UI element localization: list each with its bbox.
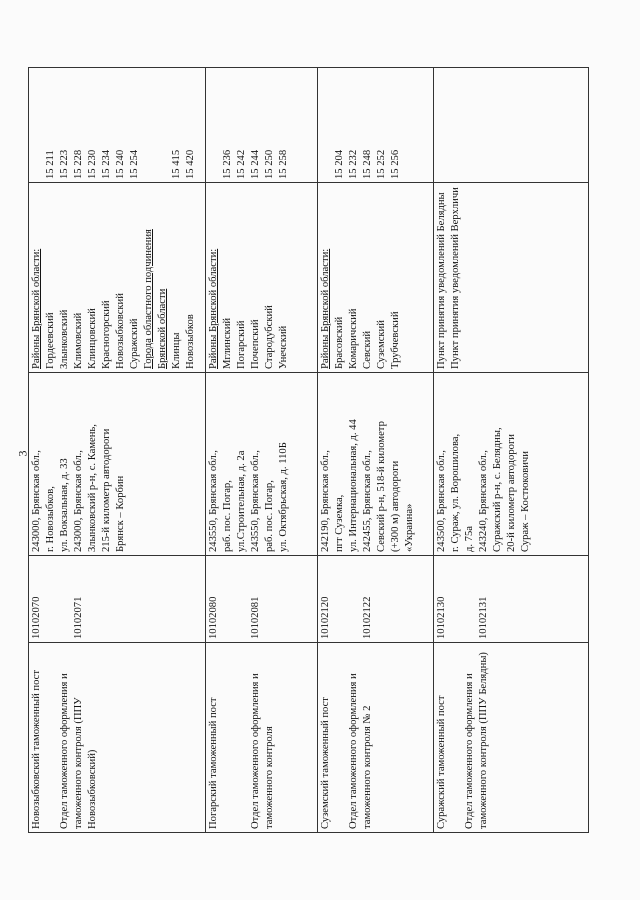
region-item: Гордеевский [44,312,56,369]
okato-code: 15 232 [347,149,359,179]
rotated-table-wrapper [28,68,588,833]
post-name: Суражский таможенный пост [436,695,447,829]
okato-code: 15 234 [100,149,112,179]
address-line: 243550, Брянская обл., [249,450,261,552]
regions-cell [29,183,206,373]
okato-cell [206,68,318,183]
address-line: 243000, Брянская обл., [72,450,84,552]
address-line: ул. Интернациональная, д. 44 [347,419,359,552]
okato-code: 15 415 [170,149,182,179]
address-line: раб. пос. Погар, [263,480,275,552]
post-code: 10102080 [208,596,219,639]
region-item: Унечский [277,325,289,369]
okato-code: 15 250 [263,149,275,179]
okato-code: 15 240 [114,149,126,179]
address-cell [318,373,434,556]
post-cell [206,643,318,833]
address-line: ул.Строительная, д. 2а [235,450,247,552]
region-item: Трубчевский [389,311,401,369]
city-item: Клинцы [170,332,182,369]
okato-code: 15 236 [221,149,233,179]
region-item: Красногорский [100,300,112,369]
post-name: Новозыбковский таможенный пост [31,670,42,829]
region-item: Почепский [249,319,261,369]
region-item: Мглинский [221,317,233,369]
region-item: Суземский [375,320,387,369]
post-code: 10102120 [320,596,331,639]
region-item: Злынковский [58,309,70,369]
address-cell [434,373,589,556]
code-cell [318,556,434,643]
post-name: Суземский таможенный пост [320,697,331,829]
address-line: 243240, Брянская обл., [477,450,489,552]
address-line: 242455, Брянская обл., [361,450,373,552]
okato-cell [434,68,589,183]
okato-code: 15 248 [361,149,373,179]
post-name: Погарский таможенный пост [208,697,219,829]
region-item: Клинцовский [86,308,98,369]
table-row [29,68,206,833]
address-cell [206,373,318,556]
address-cell [29,373,206,556]
okato-code: 15 420 [184,149,196,179]
address-line: ул. Вокзальная, д. 33 [58,458,70,552]
region-item: Суражский [128,318,140,369]
address-line: ул. Октябрьская, д. 110Б [277,442,289,552]
address-line: Суражский р-н, с. Белядны, [491,427,503,552]
post-cell [434,643,589,833]
okato-cell [318,68,434,183]
unit-code: 10102122 [361,596,373,639]
region-item: Комаричский [347,308,359,369]
okato-code: 15 244 [249,149,261,179]
regions-cell [318,183,434,373]
post-cell [318,643,434,833]
post-code: 10102130 [436,596,447,639]
regions-header: Районы Брянской области: [208,248,219,369]
page-number: 3 [15,450,30,457]
okato-code: 15 252 [375,149,387,179]
okato-code: 15 228 [72,149,84,179]
address-line: 243550, Брянская обл., [208,450,219,552]
address-line: Севский р-н, 518-й километр [375,421,387,552]
post-code: 10102070 [31,596,42,639]
code-cell [434,556,589,643]
table-row [206,68,318,833]
unit-code: 10102071 [72,596,84,639]
address-line: «Украина» [403,503,415,552]
okato-code: 15 230 [86,149,98,179]
points-cell [434,183,589,373]
customs-table [28,67,589,833]
okato-code: 15 211 [44,150,56,179]
okato-code: 15 242 [235,149,247,179]
unit-name: Отдел таможенного оформления и таможенного контроля (ППУ Новозыбковский) [58,673,98,829]
region-item: Стародубский [263,305,275,369]
okato-code: 15 204 [333,149,345,179]
okato-code: 15 258 [277,149,289,179]
address-line: г. Сураж, ул. Ворошилова, [449,433,461,552]
regions-header: Районы Брянской области: [320,248,331,369]
address-line: 20-й километр автодороги [505,434,517,552]
code-cell [206,556,318,643]
regions-header: Районы Брянской области: [31,248,42,369]
region-item: Погарский [235,320,247,369]
city-item: Новозыбков [184,314,196,369]
address-line: 215-й километр автодороги [100,428,112,552]
address-line: 243000, Брянская обл., [31,450,42,552]
address-line: 242190, Брянская обл., [320,450,331,552]
address-line: д. 75а [463,526,475,552]
okato-code: 15 254 [128,149,140,179]
okato-cell [29,68,206,183]
unit-code: 10102081 [249,596,261,639]
address-line: Сураж – Костюковичи [519,451,531,552]
address-line: 243500, Брянская обл., [436,450,447,552]
unit-name: Отдел таможенного оформления и таможенного контроля (ППУ Белядны) [463,652,489,829]
code-cell [29,556,206,643]
unit-code: 10102131 [477,596,489,639]
region-item: Севский [361,330,373,369]
region-item: Брасовский [333,316,345,369]
regions-cell [206,183,318,373]
address-line: раб. пос. Погар, [221,480,233,552]
region-item: Новозыбковский [114,293,126,369]
region-item: Климовский [72,312,84,369]
address-line: пгт Суземка, [333,494,345,552]
address-line: Злынковский р-н, с. Камень, [86,424,98,552]
address-line: г. Новозыбков, [44,486,56,552]
table-row [318,68,434,833]
address-line: Брянск – Корбин [114,475,126,552]
address-line: (+300 м) автодороги [389,460,401,552]
notification-point: Пункт принятия уведомлений Верхличи [449,187,461,369]
post-cell [29,643,206,833]
okato-code: 15 223 [58,149,70,179]
notification-point: Пункт принятия уведомлений Белядны [436,192,447,369]
unit-name: Отдел таможенного оформления и таможенного контроля № 2 [347,673,373,829]
okato-code: 15 256 [389,149,401,179]
cities-header: Города областного подчинения Брянской области [142,229,168,369]
unit-name: Отдел таможенного оформления и таможенного контроля [249,673,275,829]
table-row [434,68,589,833]
